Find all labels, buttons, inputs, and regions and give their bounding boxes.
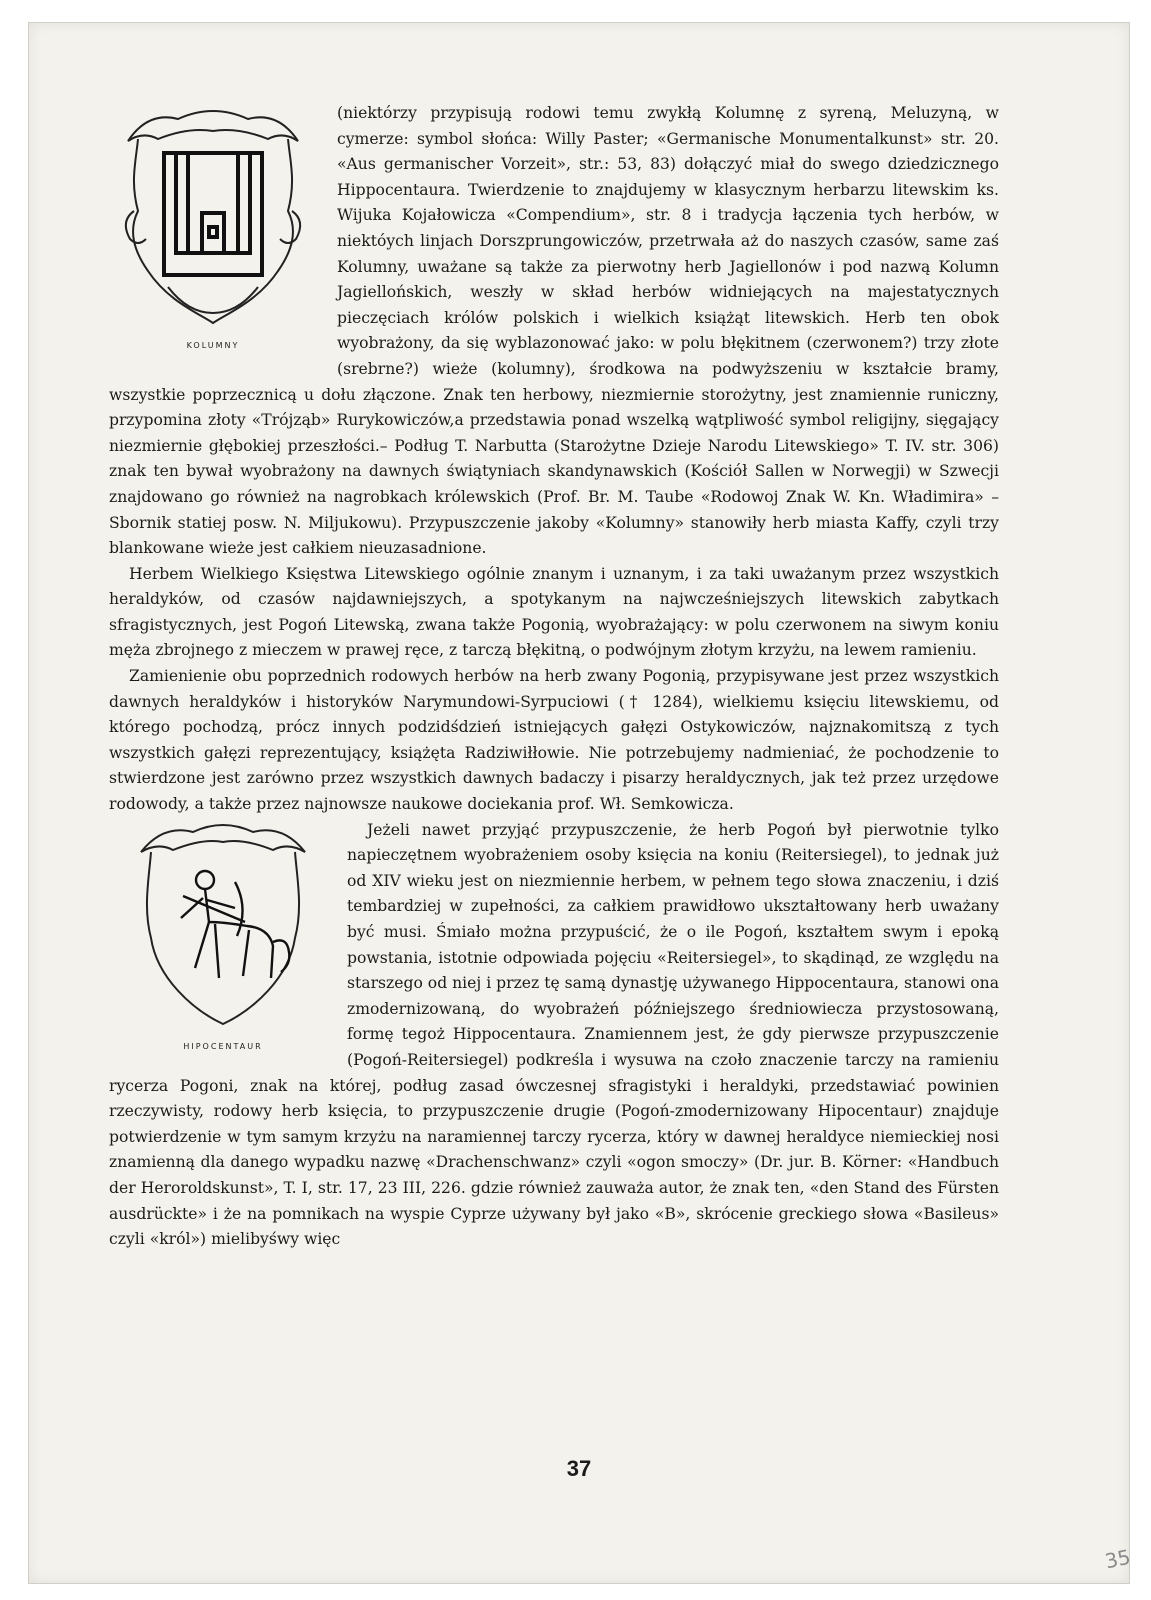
paragraph-3: Zamienienie obu poprzednich rodowych herbów na herb zwany Pogonią, przypisywane jest przez wszystkich dawnych heraldyków i historyków Narymundowi-Syrpuciowi († 1284), wielkiemu księciu litewskiemu, od którego pochodzą, prócz innych podzidśdzień istniejących gałęzi Ostykowiczów, najznakomitszą z tych wszystkich gałęzi reprezentujący, książęta Radziwiłłowie. Nie potrzebujemy nadmieniać, że pochodzenie to stwierdzone jest zarówno przez wszystkich dawnych badaczy i pisarzy heraldycznych, jak też przez urzędowe rodowody, a także przez najnowsze naukowe dociekania prof. Wł. Semkowicza. xyxy=(109,667,999,814)
page-body xyxy=(109,101,999,1253)
kolumny-coat-of-arms-icon xyxy=(108,101,318,331)
hipocentaur-coat-of-arms-icon xyxy=(123,818,323,1032)
hipocentaur-figure xyxy=(105,818,341,1054)
scanned-page xyxy=(28,22,1133,1584)
paragraph-1: (niektórzy przypisują rodowi temu zwykłą Kolumnę z syreną, Meluzyną, w cymerze: symbol słońca: Willy Paster; «Germanische Monumentalkunst» str. 20. «Aus germanischer Vorzeit», str.: 53, 83) dołączyć miał do swego dziedzicznego Hippocentaura. Twierdzenie to znajdujemy w klasycznym herbarzu litewskim ks. Wijuka Kojałowicza «Compendium», str. 8 i tradycja łączenia tych herbów, w niektóych linjach Dorszprungowiczów, przetrwała aż do naszych czasów, same zaś Kolumny, uważane są także za pierwotny herb Jagiellonów i pod nazwą Kolumn Jagiellońskich, weszły w skład herbów widniejących na majestatycznych pieczęciach królów polskich i wielkich książąt litewskich. Herb ten obok wyobrażony, da się wyblazonować jako: w polu błękitnem (czerwonem?) trzy złote (srebrne?) wieże (kolumny), środkowa na podwyższeniu w kształcie bramy, wszystkie poprzecznicą u dołu złączone. Znak ten herbowy, niezmiernie storożytny, jest znamiennie runiczny, przypomina złoty «Trójząb» Rurykowiczów,a przedstawia ponad wszelką wątpliwość symbol religijny, sięgający niezmiernie głębokiej przeszłości.– Podług T. Narbutta (Starożytne Dzieje Narodu Litewskiego» T. IV. str. 306) znak ten bywał wyobrażony na dawnych świątyniach skandynawskich (Kościół Sallen w Norwegji) w Szwecji znajdowano go również na nagrobkach królewskich (Prof. Br. M. Taube «Rodowoj Znak W. Kn. Władimira» – Sbornik statiej posw. N. Miljukowu). Przypuszczenie jakoby «Kolumny» stanowiły herb miasta Kaffy, czyli trzy blankowane wieże jest całkiem nieuzasadnione. xyxy=(109,104,999,558)
page-number: 37 xyxy=(566,1456,592,1481)
hipocentaur-caption: HIPOCENTAUR xyxy=(183,1041,263,1051)
kolumny-figure xyxy=(95,101,331,353)
paragraph-2: Herbem Wielkiego Księstwa Litewskiego ogólnie znanym i uznanym, i za taki uważanym przez wszystkich heraldyków, od czasów najdawniejszych, a spotykanym na najwcześniejszych litewskich zabytkach sfragistycznych, jest Pogoń Litewską, zwana także Pogonią, wyobrażający: w polu czerwonem na siwym koniu męża zbrojnego z mieczem w prawej ręce, z tarczą błękitną, o podwójnym złotym krzyżu, na lewem ramieniu. xyxy=(109,564,999,660)
paragraph-4: Jeżeli nawet przyjąć przypuszczenie, że herb Pogoń był pierwotnie tylko napieczętnem wyobrażeniem osoby księcia na koniu (Reitersiegel), to jednak już od XIV wieku jest on niezmiennie herbem, w pełnem tego słowa znaczeniu, i dziś tembardziej w zupełności, za całkiem prawidłowo ukształtowany herb uważany być musi. Śmiało można przypuścić, że o ile Pogoń, kształtem swym i epoką powstania, istotnie odpowiada pojęciu «Reitersiegel», to skądinąd, ze względu na starszego od niej i przez tę samą dynastję używanego Hippocentaura, stanowi ona zmodernizowaną, do wyobrażeń późniejszego średniowiecza przystosowaną, formę tegoż Hippocentaura. Znamiennem jest, że gdy pierwsze przypuszczenie (Pogoń-Reitersiegel) podkreśla i wysuwa na czoło znaczenie tarczy na ramieniu rycerza Pogoni, znak na której, podług zasad ówczesnej sfragistyki i heraldyki, przedstawiać powinien rzeczywisty, rodowy herb księcia, to przypuszczenie drugie (Pogoń-zmodernizowany Hipocentaur) znajduje potwierdzenie w tym samym krzyżu na naramiennej tarczy rycerza, który w dawnej heraldyce niemieckiej nosi znamienną dla danego wypadku nazwę «Drachenschwanz» czyli «ogon smoczy» (Dr. jur. B. Körner: «Handbuch der Heroroldskunst», T. I, str. 17, 23 III, 226. gdzie również zauważa autor, że znak ten, «den Stand des Fürsten ausdrückte» i że na pomnikach na wyspie Cyprze używany był jako «B», skrócenie greckiego słowa «Basileus» czyli «król») mielibyśwy więc xyxy=(109,820,999,1249)
kolumny-caption: KOLUMNY xyxy=(186,341,240,350)
pencil-mark: 35 xyxy=(1102,1544,1133,1574)
